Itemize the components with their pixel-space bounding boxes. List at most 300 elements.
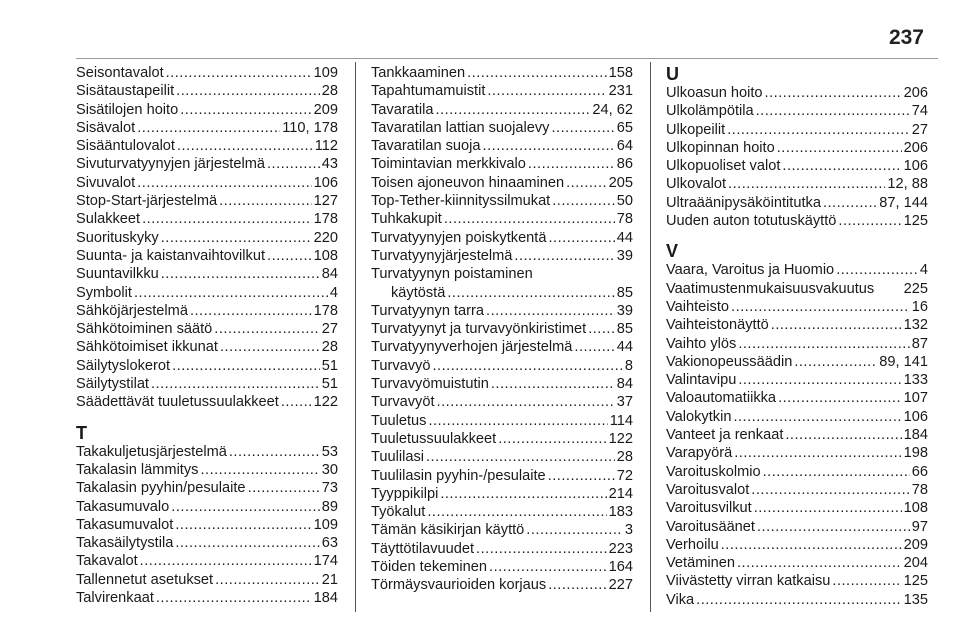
index-entry: [371, 393, 633, 411]
index-term: Varoituskolmio: [666, 463, 761, 480]
index-term: Vaihteisto: [666, 298, 730, 315]
index-term: Sivuvalot: [76, 174, 136, 191]
index-term: Sulakkeet: [76, 211, 141, 228]
index-entry: [371, 101, 633, 119]
index-entry: [371, 375, 633, 393]
index-page-ref: 209: [903, 536, 928, 553]
index-page-ref: 84: [616, 376, 633, 393]
dot-leader: [489, 558, 607, 576]
index-entry: [371, 412, 633, 430]
index-entry: [76, 64, 338, 82]
index-entry: [666, 139, 928, 157]
index-entry: [371, 210, 633, 228]
dot-leader: [435, 101, 590, 119]
index-term: Turvavyömuistutin: [371, 376, 489, 393]
index-entry: [666, 371, 928, 389]
index-term: Takasumuvalo: [76, 498, 170, 515]
dot-leader: [440, 485, 606, 503]
index-term: Ultraäänipysäköintitutka: [666, 194, 821, 211]
index-entry: [666, 426, 928, 444]
index-entry: [371, 503, 633, 521]
index-entry: [76, 338, 338, 356]
index-term: Ulkovalot: [666, 176, 727, 193]
index-entry: [666, 212, 928, 230]
index-term: Turvatyynyverhojen järjestelmä: [371, 339, 573, 356]
index-page-ref: 89, 141: [879, 353, 928, 370]
dot-leader: [161, 229, 312, 247]
index-term: Sivuturvatyynyjen järjestelmä: [76, 156, 265, 173]
index-term: Säilytystilat: [76, 376, 149, 393]
index-page-ref: 231: [608, 83, 633, 100]
index-entry: [666, 408, 928, 426]
index-entry: [76, 443, 338, 461]
index-page-ref: 114: [609, 412, 633, 429]
index-term: Top-Tether-kiinnityssilmukat: [371, 193, 551, 210]
index-entry: [76, 393, 338, 411]
dot-leader: [171, 498, 319, 516]
dot-leader: [574, 338, 614, 356]
dot-leader: [777, 139, 902, 157]
index-page-ref: 106: [313, 174, 338, 191]
index-page-ref: 133: [903, 372, 928, 389]
index-page-ref: 87: [911, 335, 928, 352]
index-entry: [371, 155, 633, 173]
index-term: Sisääntulovalot: [76, 138, 175, 155]
index-page-ref: 37: [616, 394, 633, 411]
dot-leader: [447, 284, 614, 302]
index-page-ref: 39: [616, 247, 633, 264]
index-term: Uuden auton totutuskäyttö: [666, 213, 837, 230]
index-entry: [666, 518, 928, 536]
index-term: Turvatyynyjen poiskytkentä: [371, 229, 547, 246]
index-page-ref: 227: [608, 577, 633, 594]
index-entry: [371, 284, 633, 302]
dot-leader: [782, 157, 901, 175]
index-term: Varoitusvilkut: [666, 500, 752, 517]
index-term: käytöstä: [391, 284, 446, 301]
dot-leader: [215, 571, 320, 589]
index-entry: [371, 247, 633, 265]
index-term: Stop-Start-järjestelmä: [76, 193, 218, 210]
index-page-ref: 28: [321, 339, 338, 356]
index-page-ref: 12, 88: [887, 176, 928, 193]
index-term: Säädettävät tuuletussuulakkeet: [76, 394, 279, 411]
index-term: Vika: [666, 591, 695, 608]
index-entry: [666, 175, 928, 193]
index-entry: [371, 430, 633, 448]
index-entry: [371, 485, 633, 503]
dot-leader: [219, 192, 312, 210]
index-page-ref: 110, 178: [282, 119, 338, 136]
index-term: Täyttötilavuudet: [371, 540, 475, 557]
dot-leader: [756, 102, 910, 120]
index-term: Tuhkakupit: [371, 211, 442, 228]
index-entry: [666, 194, 928, 212]
index-entry: [76, 137, 338, 155]
index-term: Töiden tekeminen: [371, 559, 488, 576]
dot-leader: [444, 210, 615, 228]
index-entry: [76, 534, 338, 552]
index-term: Takavalot: [76, 553, 138, 570]
page-number: 237: [888, 26, 924, 49]
index-entry: [666, 463, 928, 481]
dot-leader: [785, 426, 901, 444]
dot-leader: [428, 412, 607, 430]
index-term: Tallennetut asetukset: [76, 571, 214, 588]
dot-leader: [566, 174, 607, 192]
index-term: Varapyörä: [666, 445, 733, 462]
index-entry: [76, 461, 338, 479]
index-column-1: [76, 64, 338, 607]
index-entry: [76, 498, 338, 516]
index-page-ref: 51: [321, 376, 338, 393]
dot-leader: [140, 552, 312, 570]
index-page-ref: 127: [313, 193, 338, 210]
dot-leader: [751, 481, 909, 499]
index-entry: [371, 137, 633, 155]
index-page-ref: 107: [903, 390, 928, 407]
dot-leader: [548, 467, 615, 485]
dot-leader: [486, 302, 615, 320]
index-entry: [371, 302, 633, 320]
dot-leader: [528, 155, 615, 173]
dot-leader: [778, 389, 902, 407]
dot-leader: [267, 155, 320, 173]
index-entry: [76, 516, 338, 534]
index-term: Tuulilasi: [371, 449, 424, 466]
index-term: Vaihto ylös: [666, 335, 737, 352]
index-page-ref: 50: [616, 193, 633, 210]
index-page-ref: 78: [616, 211, 633, 228]
dot-leader: [765, 84, 902, 102]
index-page-ref: 4: [329, 284, 338, 301]
index-page-ref: 109: [313, 65, 338, 81]
index-term: Valoautomatiikka: [666, 390, 777, 407]
index-entry: [371, 64, 633, 82]
dot-leader: [214, 320, 319, 338]
index-term: Törmäysvaurioiden korjaus: [371, 577, 547, 594]
index-term: Ulkopinnan hoito: [666, 139, 775, 156]
index-page-ref: 122: [608, 430, 633, 447]
index-term: Viivästetty virran katkaisu: [666, 573, 831, 590]
index-page-ref: 178: [313, 302, 338, 319]
index-page-ref: 108: [313, 247, 338, 264]
index-entry: [76, 192, 338, 210]
index-page-ref: 209: [313, 101, 338, 118]
index-term: Sähkötoiminen säätö: [76, 321, 213, 338]
index-page-ref: 28: [616, 449, 633, 466]
dot-leader: [552, 192, 615, 210]
index-page-ref: 204: [903, 555, 928, 572]
index-term: Symbolit: [76, 284, 132, 301]
index-entry: [371, 558, 633, 576]
index-entry: [76, 155, 338, 173]
index-entry: [371, 357, 633, 375]
dot-leader: [696, 591, 902, 609]
index-term: Säilytyslokerot: [76, 357, 171, 374]
index-page-ref: 178: [313, 211, 338, 228]
index-term: Tuulilasin pyyhin-/pesulaite: [371, 467, 546, 484]
index-page-ref: 65: [616, 119, 633, 136]
index-term: Tämän käsikirjan käyttö: [371, 522, 525, 539]
index-term: Turvatyynyjärjestelmä: [371, 247, 513, 264]
dot-leader: [727, 121, 910, 139]
index-page-ref: 125: [903, 213, 928, 230]
dot-leader: [220, 338, 320, 356]
dot-leader: [156, 589, 312, 607]
index-page-ref: 206: [903, 85, 928, 101]
index-term: Tuuletussuulakkeet: [371, 430, 497, 447]
index-entry: [666, 84, 928, 102]
index-page-ref: 223: [608, 540, 633, 557]
index-page-ref: 86: [616, 156, 633, 173]
dot-leader: [166, 64, 312, 82]
index-term: Takasumuvalot: [76, 516, 174, 533]
dot-leader: [267, 247, 312, 265]
dot-leader: [437, 393, 615, 411]
index-term: Takalasin pyyhin/pesulaite: [76, 480, 246, 497]
index-term: Takalasin lämmitys: [76, 461, 199, 478]
index-entry: [666, 261, 928, 279]
index-page-ref: 74: [911, 103, 928, 120]
index-page-ref: 225: [903, 280, 928, 297]
index-page-ref: 3: [624, 522, 633, 539]
dot-leader: [172, 357, 320, 375]
index-term: Ulkoasun hoito: [666, 85, 763, 101]
dot-leader: [491, 375, 615, 393]
index-term: Takasäilytystila: [76, 535, 174, 552]
index-entry: [76, 552, 338, 570]
dot-leader: [548, 576, 606, 594]
index-term: Sähköjärjestelmä: [76, 302, 188, 319]
index-page-ref: 122: [313, 394, 338, 411]
header-rule: [76, 58, 938, 59]
index-letter-heading: T: [76, 422, 87, 443]
column-divider: [355, 62, 356, 612]
dot-leader: [832, 572, 901, 590]
index-page-ref: 132: [903, 317, 928, 334]
dot-leader: [733, 408, 901, 426]
dot-leader: [794, 353, 877, 371]
index-entry: [371, 448, 633, 466]
dot-leader: [177, 137, 313, 155]
index-entry: [666, 444, 928, 462]
dot-leader: [161, 265, 320, 283]
index-term: Tavaratilan suoja: [371, 138, 481, 155]
index-term: Suuntavilkku: [76, 266, 159, 283]
dot-leader: [838, 212, 901, 230]
dot-leader: [200, 461, 319, 479]
index-term: Tavaratilan lattian suojalevy: [371, 119, 550, 136]
dot-leader: [548, 229, 614, 247]
dot-leader: [836, 261, 918, 279]
dot-leader: [738, 371, 901, 389]
index-term: Turvavyöt: [371, 394, 435, 411]
index-entry: [371, 320, 633, 338]
dot-leader: [728, 175, 885, 193]
index-page-ref: 21: [321, 571, 338, 588]
dot-leader: [526, 521, 623, 539]
index-entry: [666, 121, 928, 139]
dot-leader: [432, 357, 622, 375]
dot-leader: [763, 463, 910, 481]
index-entry: [76, 119, 338, 137]
index-term: Varoitusvalot: [666, 481, 750, 498]
index-page-ref: 53: [321, 443, 338, 460]
dot-leader: [588, 320, 615, 338]
dot-leader: [229, 443, 320, 461]
index-page-ref: 78: [911, 481, 928, 498]
index-page-ref: 44: [616, 339, 633, 356]
index-page-ref: 97: [911, 518, 928, 535]
index-term: Vaatimustenmukaisuusvakuutus: [666, 280, 875, 297]
index-term: Turvavyö: [371, 357, 431, 374]
dot-leader: [427, 503, 606, 521]
index-page-ref: 28: [321, 83, 338, 100]
index-entry: [371, 467, 633, 485]
index-term: Vaara, Varoitus ja Huomio: [666, 262, 835, 279]
index-page-ref: 164: [608, 559, 633, 576]
index-entry: [371, 540, 633, 558]
index-page-ref: 183: [608, 504, 633, 521]
index-entry: [666, 157, 928, 175]
index-page-ref: 51: [321, 357, 338, 374]
index-term: Sisävalot: [76, 119, 136, 136]
index-term: Seisontavalot: [76, 65, 164, 81]
dot-leader: [754, 499, 902, 517]
index-term: Tyyppikilpi: [371, 485, 439, 502]
index-entry: [666, 591, 928, 609]
index-entry: [666, 499, 928, 517]
index-term: Tankkaaminen: [371, 65, 466, 81]
index-entry: [76, 357, 338, 375]
index-term: Turvatyynyn poistaminen: [371, 266, 533, 283]
dot-leader: [476, 540, 607, 558]
index-letter-heading: U: [666, 64, 679, 84]
dot-leader: [142, 210, 312, 228]
index-entry: [76, 247, 338, 265]
index-entry: [76, 174, 338, 192]
dot-leader: [467, 64, 607, 82]
index-entry: [666, 298, 928, 316]
dot-leader: [487, 82, 606, 100]
index-term: Ulkopeilit: [666, 121, 726, 138]
index-entry: [76, 571, 338, 589]
dot-leader: [180, 101, 311, 119]
index-page-ref: 73: [321, 480, 338, 497]
index-entry: [666, 481, 928, 499]
dot-leader: [757, 518, 910, 536]
index-page-ref: 30: [321, 461, 338, 478]
index-page-ref: 66: [911, 463, 928, 480]
index-term: Sisätilojen hoito: [76, 101, 179, 118]
index-entry: [666, 335, 928, 353]
index-page-ref: 27: [321, 321, 338, 338]
index-entry: [371, 521, 633, 539]
index-term: Vakionopeussäädin: [666, 353, 793, 370]
index-term: Vetäminen: [666, 555, 735, 572]
index-entry: [76, 589, 338, 607]
index-term: Suunta- ja kaistanvaihtovilkut: [76, 247, 266, 264]
index-entry: [371, 174, 633, 192]
dot-leader: [738, 335, 909, 353]
index-page-ref: 106: [903, 158, 928, 175]
index-page-ref: 214: [608, 485, 633, 502]
index-entry: [76, 101, 338, 119]
index-entry: [666, 316, 928, 334]
index-entry: [76, 320, 338, 338]
index-page-ref: 125: [903, 573, 928, 590]
dot-leader: [771, 316, 902, 334]
dot-leader: [731, 298, 910, 316]
index-term: Suorituskyky: [76, 229, 159, 246]
index-page-ref: 109: [313, 516, 338, 533]
dot-leader: [734, 444, 901, 462]
dot-leader: [151, 375, 320, 393]
index-page-ref: 85: [616, 321, 633, 338]
index-page-ref: 205: [608, 174, 633, 191]
index-entry: [76, 265, 338, 283]
index-entry: [666, 572, 928, 590]
index-term: Verhoilu: [666, 536, 719, 553]
index-page-ref: 8: [624, 357, 633, 374]
index-page-ref: 198: [903, 445, 928, 462]
index-entry: [666, 554, 928, 572]
index-page-ref: 174: [313, 553, 338, 570]
dot-leader: [426, 448, 615, 466]
dot-leader: [190, 302, 312, 320]
index-term: Turvatyynyn tarra: [371, 302, 485, 319]
index-letter-heading: V: [666, 241, 679, 262]
index-page-ref: 112: [314, 138, 338, 155]
index-term: Sisätaustapeilit: [76, 83, 175, 100]
index-page-ref: 24, 62: [592, 101, 633, 118]
index-page-ref: 85: [616, 284, 633, 301]
index-term: Ulkolämpötila: [666, 103, 754, 120]
index-term: Toisen ajoneuvon hinaaminen: [371, 174, 565, 191]
index-term: Tuuletus: [371, 412, 427, 429]
index-page-ref: 89: [321, 498, 338, 515]
index-column-3: [666, 64, 928, 609]
index-term: Varoitusäänet: [666, 518, 755, 535]
index-entry: [371, 576, 633, 594]
dot-leader: [737, 554, 902, 572]
index-entry: [371, 229, 633, 247]
index-entry: [371, 119, 633, 137]
index-page-ref: 16: [911, 298, 928, 315]
index-page-ref: 44: [616, 229, 633, 246]
index-term: Vaihteistonäyttö: [666, 317, 769, 334]
index-entry: [371, 265, 633, 283]
dot-leader: [248, 479, 320, 497]
index-entry: [76, 82, 338, 100]
index-entry: [666, 389, 928, 407]
dot-leader: [514, 247, 614, 265]
index-term: Vanteet ja renkaat: [666, 427, 784, 444]
index-page-ref: 184: [903, 427, 928, 444]
index-page-ref: 106: [903, 408, 928, 425]
index-page-ref: 4: [919, 262, 928, 279]
index-entry: [371, 82, 633, 100]
dot-leader: [137, 119, 280, 137]
index-term: Valokytkin: [666, 408, 732, 425]
index-page-ref: 135: [903, 591, 928, 608]
dot-leader: [176, 82, 320, 100]
index-page-ref: 87, 144: [879, 194, 928, 211]
index-entry: [371, 192, 633, 210]
index-term: Valintavipu: [666, 372, 737, 389]
dot-leader: [134, 284, 328, 302]
